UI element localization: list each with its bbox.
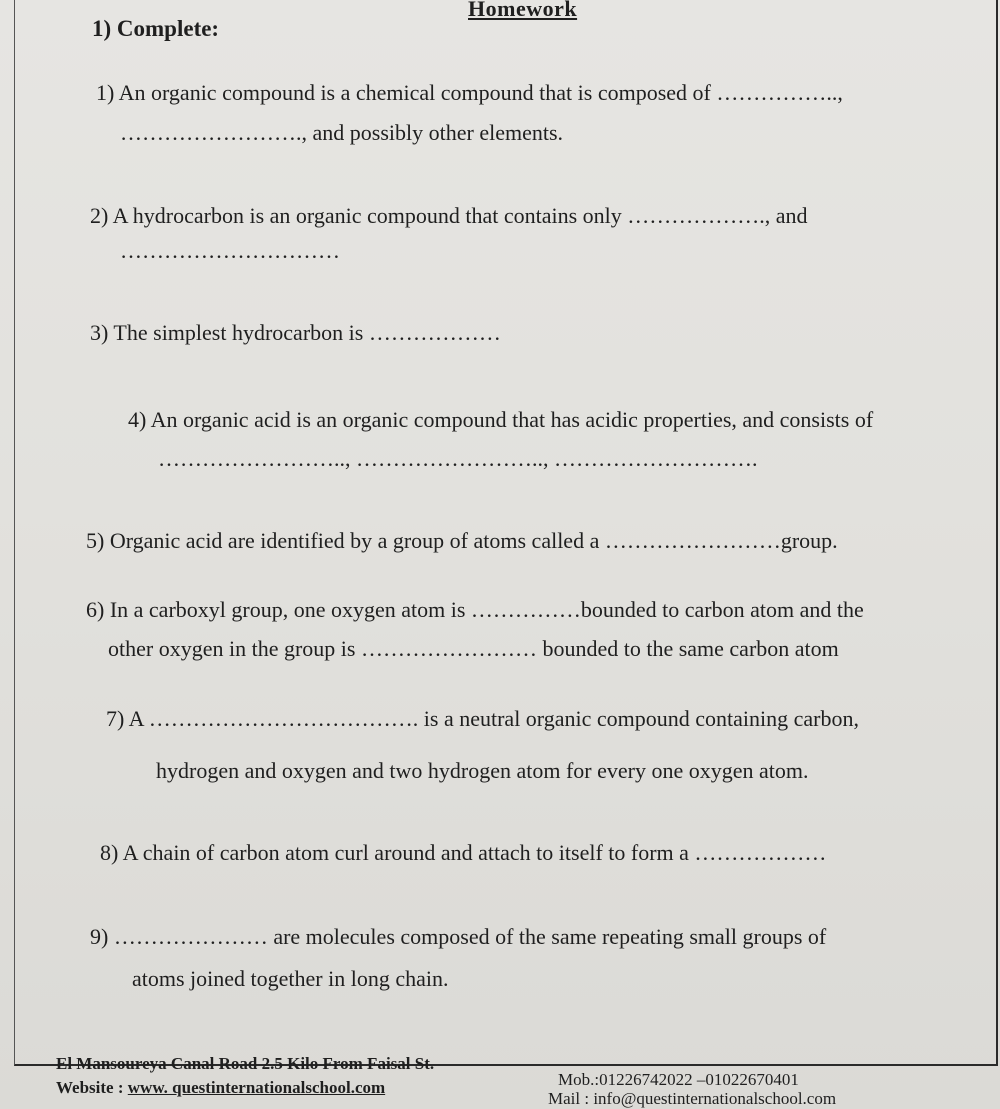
question-9-line-2: atoms joined together in long chain. [132,966,449,991]
footer-website-row [56,1078,385,1098]
footer-website-link[interactable]: www. questinternationalschool.com [127,1078,386,1097]
section-heading: 1) Complete: [92,16,220,41]
footer-mobile: Mob.:01226742022 –01022670401 [558,1070,799,1089]
question-5-line-1: 5) Organic acid are identified by a group of atoms called a ……………………group. [86,528,838,553]
question-2-line-1: 2) A hydrocarbon is an organic compound that contains only ………………., and [90,203,808,228]
question-6-line-1: 6) In a carboxyl group, one oxygen atom is ……………bounded to carbon atom and the [86,597,864,622]
question-3-line-1: 3) The simplest hydrocarbon is ……………… [90,320,501,345]
question-1-line-1: 1) An organic compound is a chemical compound that is composed of …………….., [96,80,843,105]
question-4-line-2: …………………….., …………………….., ………………………. [158,446,758,471]
question-9-line-1: 9) ………………… are molecules composed of the same repeating small groups of [90,924,827,949]
footer-mail: Mail : info@questinternationalschool.com [548,1089,837,1108]
question-1-line-2: ……………………., and possibly other elements. [120,120,564,145]
question-2-line-2: ………………………… [120,238,340,263]
question-7-line-2: hydrogen and oxygen and two hydrogen atom for every one oxygen atom. [156,758,809,783]
footer-website-label: Website : [56,1078,128,1097]
page-title: Homework [468,0,578,21]
footer-address: El Mansoureya Canal Road 2.5 Kilo From Faisal St. [56,1054,435,1073]
question-8-line-1: 8) A chain of carbon atom curl around and attach to itself to form a ……………… [100,840,827,865]
question-6-line-2: other oxygen in the group is …………………… bounded to the same carbon atom [108,636,839,661]
question-4-line-1: 4) An organic acid is an organic compound that has acidic properties, and consists of [128,407,874,432]
question-7-line-1: 7) A ………………………………. is a neutral organic compound containing carbon, [106,706,859,731]
